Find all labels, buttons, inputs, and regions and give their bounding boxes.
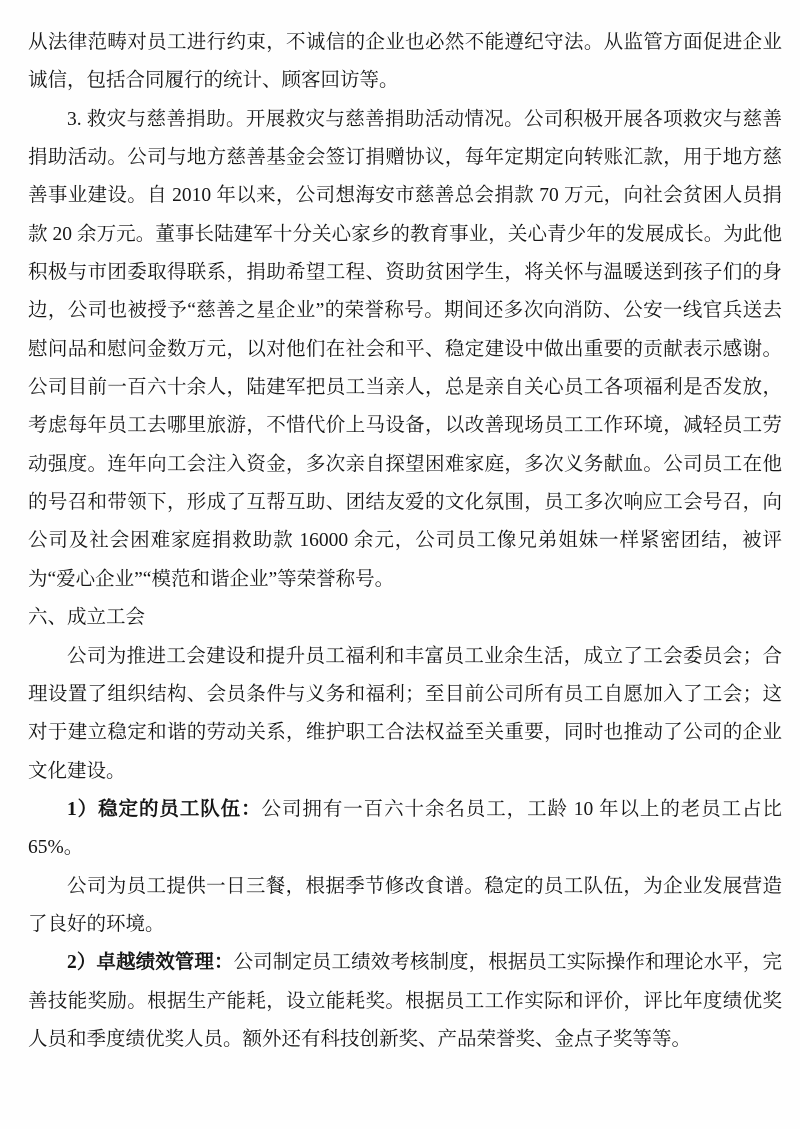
- heading-establish-union: 六、成立工会: [28, 607, 146, 629]
- paragraph-stable-workforce: [28, 791, 782, 868]
- paragraph-employee-meals: 公司为员工提供一日三餐，根据季节修改食谱。稳定的员工队伍，为企业发展营造了良好的环境。: [28, 875, 782, 935]
- paragraph-stable-workforce-lead: 1）稳定的员工队伍：: [67, 798, 262, 820]
- paragraph-performance-management-text: 公司制定员工绩效考核制度，根据员工实际操作和理论水平，完善技能奖励。根据生产能耗，设立能耗奖。根据员工工作实际和评价，评比年度绩优奖人员和季度绩优奖人员。额外还有科技创新奖、产品荣誉奖、金点子奖等等。: [28, 952, 782, 1050]
- paragraph-performance-management-lead: 2）卓越绩效管理：: [67, 952, 234, 974]
- paragraph-performance-management: [28, 944, 782, 1059]
- paragraph-integrity-continued: 从法律范畴对员工进行约束，不诚信的企业也必然不能遵纪守法。从监管方面促进企业诚信，包括合同履行的统计、顾客回访等。: [28, 32, 782, 92]
- paragraph-union-establishment: 公司为推进工会建设和提升员工福利和丰富员工业余生活，成立了工会委员会；合理设置了组织结构、会员条件与义务和福利；至目前公司所有员工自愿加入了工会；这对于建立稳定和谐的劳动关系，维护职工合法权益至关重要，同时也推动了公司的企业文化建设。: [28, 645, 782, 782]
- paragraph-stable-workforce-text: 公司拥有一百六十余名员工，工龄 10 年以上的老员工占比 65%。: [28, 798, 782, 859]
- paragraph-disaster-charity: 3. 救灾与慈善捐助。开展救灾与慈善捐助活动情况。公司积极开展各项救灾与慈善捐助活动。公司与地方慈善基金会签订捐赠协议，每年定期定向转账汇款，用于地方慈善事业建设。自 2010 年以来，公司想海安市慈善总会捐款 70 万元，向社会贫困人员捐款 20 余万元。董事长陆建军十分关心家乡的教育事业，关心青少年的发展成长。为此他积极与市团委取得联系，捐助希望工程、资助贫困学生，将关怀与温暖送到孩子们的身边，公司也被授予“慈善之星企业”的荣誉称号。期间还多次向消防、公安一线官兵送去慰问品和慰问金数万元，以对他们在社会和平、稳定建设中做出重要的贡献表示感谢。公司目前一百六十余人，陆建军把员工当亲人，总是亲自关心员工各项福利是否发放，考虑每年员工去哪里旅游，不惜代价上马设备，以改善现场员工工作环境，减轻员工劳动强度。连年向工会注入资金，多次亲自探望困难家庭，多次义务献血。公司员工在他的号召和带领下，形成了互帮互助、团结友爱的文化氛围，员工多次响应工会号召，向公司及社会困难家庭捐救助款 16000 余元，公司员工像兄弟姐妹一样紧密团结，被评为“爱心企业”“模范和谐企业”等荣誉称号。: [28, 108, 782, 590]
